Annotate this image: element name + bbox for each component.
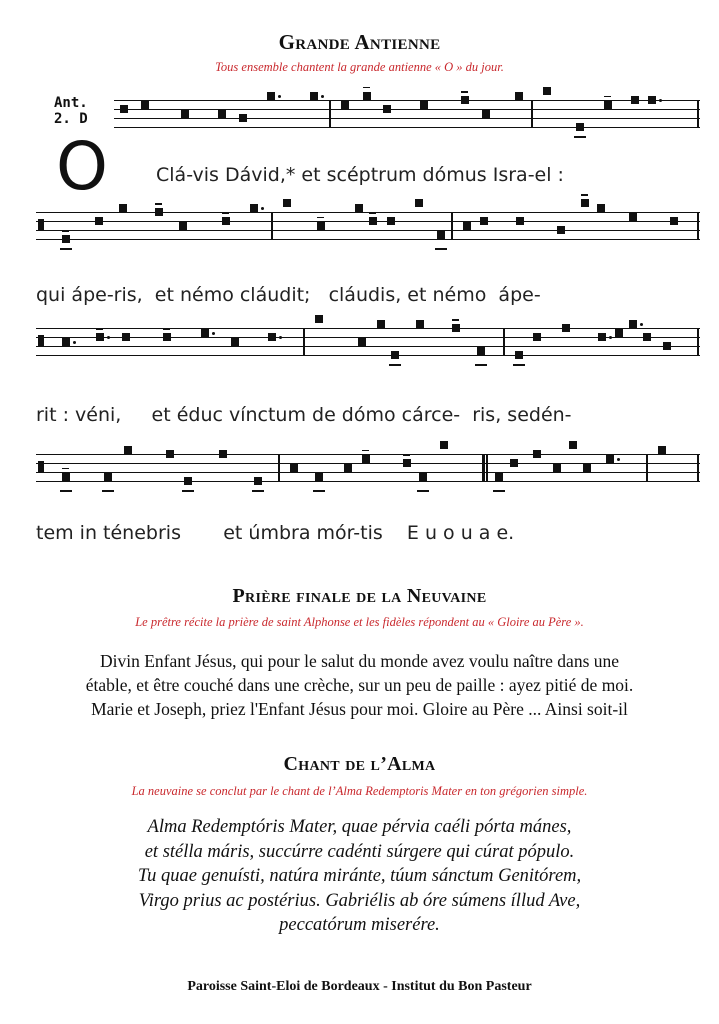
neume (391, 351, 399, 359)
neume (606, 455, 614, 463)
neume (122, 333, 130, 341)
episema (155, 203, 162, 205)
neume (437, 231, 445, 239)
priere-title: Prière finale de la Neuvaine (232, 585, 487, 607)
neume (461, 96, 469, 104)
neume (317, 222, 325, 230)
dot (609, 336, 612, 339)
ledger-line (182, 490, 194, 492)
neume (222, 217, 230, 225)
neume (440, 441, 448, 449)
neume (557, 226, 565, 234)
c-clef (38, 219, 44, 231)
bar-line (271, 212, 273, 239)
end-bar-line (697, 328, 699, 355)
neume (452, 324, 460, 332)
neume (383, 105, 391, 113)
episema (362, 450, 369, 452)
ledger-line (60, 490, 72, 492)
neume (477, 347, 485, 355)
neume (310, 92, 318, 100)
neume (219, 450, 227, 458)
dot (640, 323, 643, 326)
neume (463, 222, 471, 230)
bar-line (646, 454, 648, 481)
neume (250, 204, 258, 212)
episema (369, 212, 376, 214)
double-bar-line (486, 454, 488, 481)
mode-label-mode: 2. D (54, 111, 88, 127)
lyric-line-2: qui ápe-ris, et némo cláudit; cláudis, et némo ápe- (36, 284, 541, 306)
neume (315, 473, 323, 481)
neume (562, 324, 570, 332)
bar-line (531, 100, 533, 127)
ledger-line (60, 248, 72, 250)
staff-line (114, 100, 700, 101)
neume (95, 217, 103, 225)
neume (184, 477, 192, 485)
staff-line (114, 118, 700, 119)
chant-score (36, 88, 700, 558)
c-clef (38, 461, 44, 473)
neume (96, 333, 104, 341)
neume (181, 110, 189, 118)
alma-rubric: La neuvaine se conclut par le chant de l’Alma Redemptoris Mater en ton grégorien simple. (131, 784, 588, 798)
staff-line-4 (36, 454, 700, 494)
priere-rubric: Le prêtre récite la prière de saint Alphonse et les fidèles répondent au « Gloire au Père ». (135, 615, 584, 629)
ledger-line (102, 490, 114, 492)
staff-line (36, 230, 700, 231)
neume (648, 96, 656, 104)
staff-line-3 (36, 328, 700, 368)
neume (581, 199, 589, 207)
neume (62, 473, 70, 481)
neume (670, 217, 678, 225)
neume (515, 92, 523, 100)
alma-title: Chant de l’Alma (283, 753, 436, 775)
neume (553, 464, 561, 472)
neume (576, 123, 584, 131)
neume (344, 464, 352, 472)
staff-line (114, 127, 700, 128)
staff-line (36, 355, 700, 356)
episema (604, 96, 611, 98)
episema (317, 217, 324, 219)
alma-line: Virgo prius ac postérius. Gabriélis ab óre súmens íllud Ave, (138, 890, 581, 911)
neume (201, 329, 209, 337)
neume (387, 217, 395, 225)
neume (254, 477, 262, 485)
neume (631, 96, 639, 104)
dot (261, 207, 264, 210)
grande-antienne-title: Grande Antienne (278, 30, 441, 54)
neume (604, 101, 612, 109)
bar-line (303, 328, 305, 355)
episema (403, 454, 410, 456)
neume (119, 204, 127, 212)
staff-line (36, 221, 700, 222)
neume (267, 92, 275, 100)
neume (290, 464, 298, 472)
neume (629, 213, 637, 221)
neume (231, 338, 239, 346)
staff-line-1 (114, 100, 700, 140)
episema (363, 87, 370, 89)
dot (107, 336, 110, 339)
ledger-line (475, 364, 487, 366)
episema (581, 194, 588, 196)
dot (212, 332, 215, 335)
double-bar-line (482, 454, 484, 481)
neume (583, 464, 591, 472)
episema (62, 230, 69, 232)
neume (482, 110, 490, 118)
dot (279, 336, 282, 339)
neume (363, 92, 371, 100)
dot (321, 95, 324, 98)
bar-line (451, 212, 453, 239)
footer-parish: Paroisse Saint-Eloi de Bordeaux - Institut du Bon Pasteur (187, 979, 532, 994)
neume (569, 441, 577, 449)
priere-line: Divin Enfant Jésus, qui pour le salut du monde avez voulu naître dans une (99, 651, 620, 671)
neume (533, 333, 541, 341)
bar-line (329, 100, 331, 127)
neume (124, 446, 132, 454)
staff-line (36, 346, 700, 347)
staff-line (114, 109, 700, 110)
episema (62, 468, 69, 470)
end-bar-line (697, 454, 699, 481)
ledger-line (493, 490, 505, 492)
ledger-line (513, 364, 525, 366)
alma-line: Tu quae genuísti, natúra miránte, túum sánctum Genitórem, (137, 866, 582, 886)
alma-line: et stélla máris, succúrre cadénti súrgere qui cúrat pópulo. (144, 841, 575, 862)
neume (120, 105, 128, 113)
neume (239, 114, 247, 122)
episema (222, 212, 229, 214)
neume (283, 199, 291, 207)
neume (420, 101, 428, 109)
neume (163, 333, 171, 341)
neume (615, 329, 623, 337)
ledger-line (313, 490, 325, 492)
staff-line (36, 328, 700, 329)
neume (515, 351, 523, 359)
neume (643, 333, 651, 341)
neume (598, 333, 606, 341)
neume (403, 459, 411, 467)
neume (416, 320, 424, 328)
alma-text (30, 815, 689, 938)
dot (278, 95, 281, 98)
lyric-line-1: Clá-vis Dávid,* et scéptrum dómus Isra-el : (156, 164, 564, 186)
dot (73, 341, 76, 344)
neume (663, 342, 671, 350)
initial-letter: O (56, 128, 108, 205)
neume (597, 204, 605, 212)
neume (218, 110, 226, 118)
neume (268, 333, 276, 341)
neume (62, 235, 70, 243)
episema (452, 319, 459, 321)
neume (419, 473, 427, 481)
staff-line (36, 212, 700, 213)
mode-label-ant: Ant. (54, 95, 88, 111)
ledger-line (389, 364, 401, 366)
neume (543, 87, 551, 95)
priere-line: étable, et être couché dans une crèche, sur un peu de paille : ayez pitié de moi. (85, 675, 634, 695)
neume (629, 320, 637, 328)
neume (104, 473, 112, 481)
ledger-line (417, 490, 429, 492)
neume (533, 450, 541, 458)
grande-antienne-rubric: Tous ensemble chantent la grande antienne « O » du jour. (215, 60, 504, 74)
neume (141, 101, 149, 109)
staff-line-2 (36, 212, 700, 252)
episema (163, 328, 170, 330)
ledger-line (574, 136, 586, 138)
neume (480, 217, 488, 225)
neume (358, 338, 366, 346)
episema (96, 328, 103, 330)
staff-line (36, 472, 700, 473)
staff-line (36, 463, 700, 464)
alma-line: peccatórum miserére. (279, 915, 440, 935)
neume (495, 473, 503, 481)
neume (166, 450, 174, 458)
neume (377, 320, 385, 328)
neume (369, 217, 377, 225)
neume (155, 208, 163, 216)
neume (415, 199, 423, 207)
priere-text (30, 649, 689, 721)
priere-line: Marie et Joseph, priez l'Enfant Jésus pour moi. Gloire au Père ... Ainsi soit-il (91, 699, 628, 719)
end-bar-line (697, 212, 699, 239)
bar-line (278, 454, 280, 481)
lyric-line-3: rit : véni, et éduc vínctum de dómo cárce- ris, sedén- (36, 404, 572, 426)
dot (659, 99, 662, 102)
neume (510, 459, 518, 467)
neume (315, 315, 323, 323)
dot (617, 458, 620, 461)
neume (179, 222, 187, 230)
neume (341, 101, 349, 109)
lyric-line-4: tem in ténebris et úmbra mór-tis E u o u a e. (36, 522, 515, 544)
neume (62, 338, 70, 346)
end-bar-line (697, 100, 699, 127)
neume (362, 455, 370, 463)
neume (516, 217, 524, 225)
staff-line (36, 239, 700, 240)
c-clef (38, 335, 44, 347)
neume (355, 204, 363, 212)
ledger-line (435, 248, 447, 250)
staff-line (36, 481, 700, 482)
neume (658, 446, 666, 454)
episema (461, 91, 468, 93)
ledger-line (252, 490, 264, 492)
bar-line (503, 328, 505, 355)
alma-line: Alma Redemptóris Mater, quae pérvia caéli pórta mánes, (147, 817, 572, 837)
